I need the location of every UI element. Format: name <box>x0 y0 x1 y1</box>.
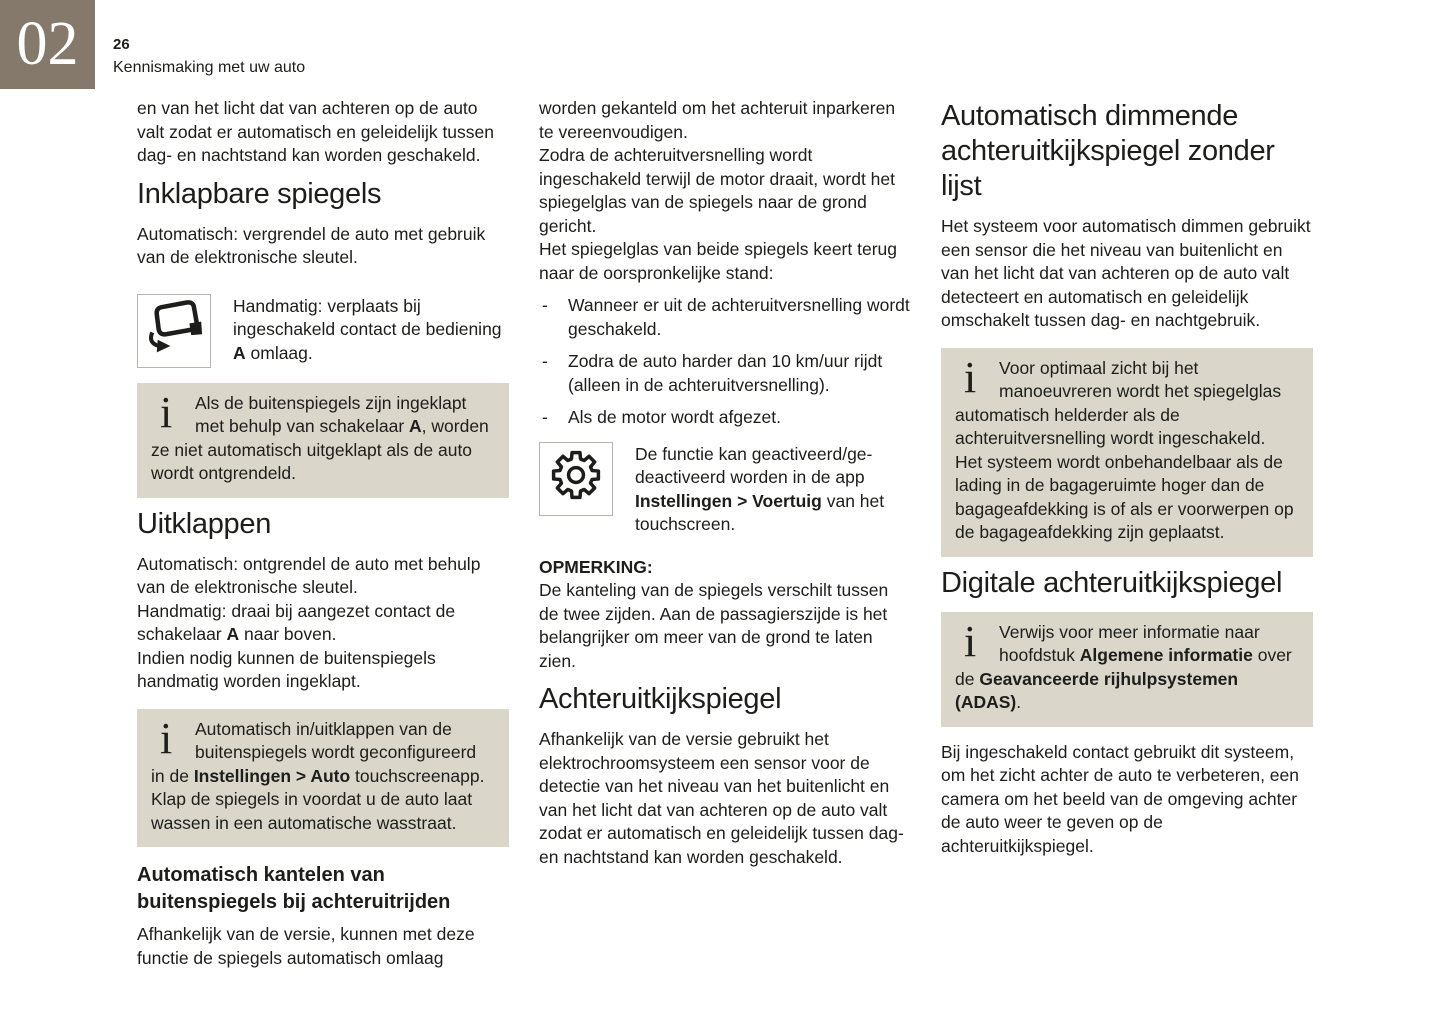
sub-heading-automatisch-kantelen: Automatisch kantelen van buitenspiegels bij achteruitrijden <box>137 864 451 913</box>
paragraph-remark: De kanteling van de spiegels verschilt tussen de twee zijden. Aan de passagierszijde is het belangrijker om meer van de grond te laten zien. <box>539 580 889 671</box>
section-heading-achteruitkijkspiegel: Achteruitkijkspiegel <box>539 683 782 715</box>
settings-caption: De functie kan geactiveerd/ge-deactiveerd worden in de app Instellingen > Voertuig van het touchscreen. <box>635 443 885 534</box>
dash-marker: - <box>542 351 548 371</box>
control-label-a: A <box>409 416 422 436</box>
info-icon: i <box>964 616 977 666</box>
page-number: 26 <box>113 36 130 53</box>
info-box-adas-verwijzing: i Verwijs voor meer informatie naar hoofdstuk Algemene informatie over de Geavanceerde rijhulpsystemen (ADAS). <box>941 612 1313 727</box>
section-heading-uitklappen: Uitklappen <box>137 507 272 540</box>
settings-gear-icon <box>548 447 604 510</box>
remark-label: OPMERKING: <box>539 556 653 577</box>
bullet-list-return-conditions <box>539 294 911 430</box>
menu-path-instellingen-voertuig: Instellingen > Voertuig <box>635 490 822 511</box>
settings-instruction <box>539 442 911 537</box>
menu-path-instellingen-auto: Instellingen > Auto <box>193 765 351 786</box>
mirror-fold-icon <box>145 298 203 363</box>
content-columns <box>137 97 1313 970</box>
chapter-number-box <box>0 0 95 89</box>
info-box-optimaal-zicht: i Voor optimaal zicht bij het manoeuvreren wordt het spiegelglas automatisch helderder als de achteruitversnelling wordt ingeschakeld. Het systeem wordt onbehandelbaar als de lading in de bagageruimte hoger dan de bagageafdekking is of als er voorwerpen op de bagageafdekking zijn geplaatst. <box>941 348 1313 557</box>
paragraph-elektrochroomsysteem: Afhankelijk van de versie gebruikt het elektrochroomsysteem een sensor voor de detectie van het niveau van het buitenlicht en van het licht dat van achteren op de auto valt zodat er automatisch en geleidelijk tussen dag- en nachtstand kan worden geschakeld. <box>539 729 904 867</box>
column-2 <box>539 97 911 970</box>
dash-marker: - <box>542 295 548 315</box>
mirror-fold-caption: Handmatig: verplaats bij ingeschakeld contact de bediening A omlaag. <box>233 295 502 363</box>
paragraph-intro: en van het licht dat van achteren op de auto valt zodat er automatisch en geleidelijk tussen dag- en nachtstand kan worden geschakeld. <box>137 98 495 165</box>
paragraph-gekanteld: worden gekanteld om het achteruit inparkeren te vereenvoudigen. <box>539 98 896 142</box>
chapter-ref-algemene-informatie: Algemene informatie <box>1079 645 1253 665</box>
chapter-number: 02 <box>16 10 79 78</box>
column-3 <box>941 97 1313 970</box>
paragraph-uitklappen-3: Indien nodig kunnen de buitenspiegels handmatig worden ingeklapt. <box>137 647 436 691</box>
bullet-item: - Zodra de auto harder dan 10 km/uur rijdt (alleen in de achteruitversnelling). <box>542 351 883 395</box>
info-icon: i <box>964 352 977 402</box>
section-heading-automatisch-dimmende: Automatisch dimmende achteruitkijkspiegel zonder lijst <box>941 100 1275 202</box>
paragraph-automatisch-vergrendel: Automatisch: vergrendel de auto met gebruik van de elektronische sleutel. <box>137 223 486 267</box>
section-heading-digitale-achteruitkijkspiegel: Digitale achteruitkijkspiegel <box>941 566 1283 599</box>
info-box-folded-mirrors: i Als de buitenspiegels zijn ingeklapt met behulp van schakelaar A, worden ze niet automatisch uitgeklapt als de auto wordt ontgrendeld. <box>137 383 509 498</box>
paragraph-achteruitversnelling: Zodra de achteruitversnelling wordt ingeschakeld terwijl de motor draait, wordt het spiegelglas van de spiegels naar de grond gericht. <box>539 145 896 236</box>
dash-marker: - <box>542 407 548 427</box>
page-header <box>113 36 305 77</box>
mirror-fold-instruction <box>137 294 509 368</box>
paragraph-uitklappen-2: Handmatig: draai bij aangezet contact de schakelaar A naar boven. <box>137 600 456 644</box>
chapter-title: Kennismaking met uw auto <box>113 59 306 76</box>
chapter-ref-adas: Geavanceerde rijhulpsystemen (ADAS) <box>955 668 1239 712</box>
info-icon: i <box>160 387 173 437</box>
paragraph-dimmen-systeem: Het systeem voor automatisch dimmen gebruikt een sensor die het niveau van buitenlicht en van het licht dat van achteren op de auto valt detecteert en automatisch en geleidelijk omschakelt tussen dag- en nachtgebruik. <box>941 216 1311 330</box>
section-heading-inklapbare-spiegels: Inklapbare spiegels <box>137 177 382 210</box>
bullet-item: - Wanneer er uit de achteruitversnelling wordt geschakeld. <box>542 295 910 339</box>
paragraph-kantelen: Afhankelijk van de versie, kunnen met deze functie de spiegels automatisch omlaag <box>137 924 475 968</box>
mirror-fold-icon-box <box>137 294 211 368</box>
paragraph-uitklappen-1: Automatisch: ontgrendel de auto met behulp van de elektronische sleutel. <box>137 553 481 597</box>
paragraph-spiegelglas-terug: Het spiegelglas van beide spiegels keert terug naar de oorspronkelijke stand: <box>539 239 897 283</box>
info-box-auto-fold-config: i Automatisch in/uitklappen van de buitenspiegels wordt geconfigureerd in de Instellingen > Auto touchscreenapp. Klap de spiegels in voordat u de auto laat wassen in een automatische wasstraat. <box>137 709 509 848</box>
info-icon: i <box>160 713 173 763</box>
settings-icon-box <box>539 442 613 516</box>
column-1 <box>137 97 509 970</box>
control-label-a: A <box>233 342 246 363</box>
bullet-item: - Als de motor wordt afgezet. <box>539 406 911 430</box>
control-label-a: A <box>226 624 240 644</box>
paragraph-camera-systeem: Bij ingeschakeld contact gebruikt dit systeem, om het zicht achter de auto te verbeteren, een camera om het beeld van de omgeving achter de auto weer te geven op de achteruitkijkspiegel. <box>941 741 1299 856</box>
